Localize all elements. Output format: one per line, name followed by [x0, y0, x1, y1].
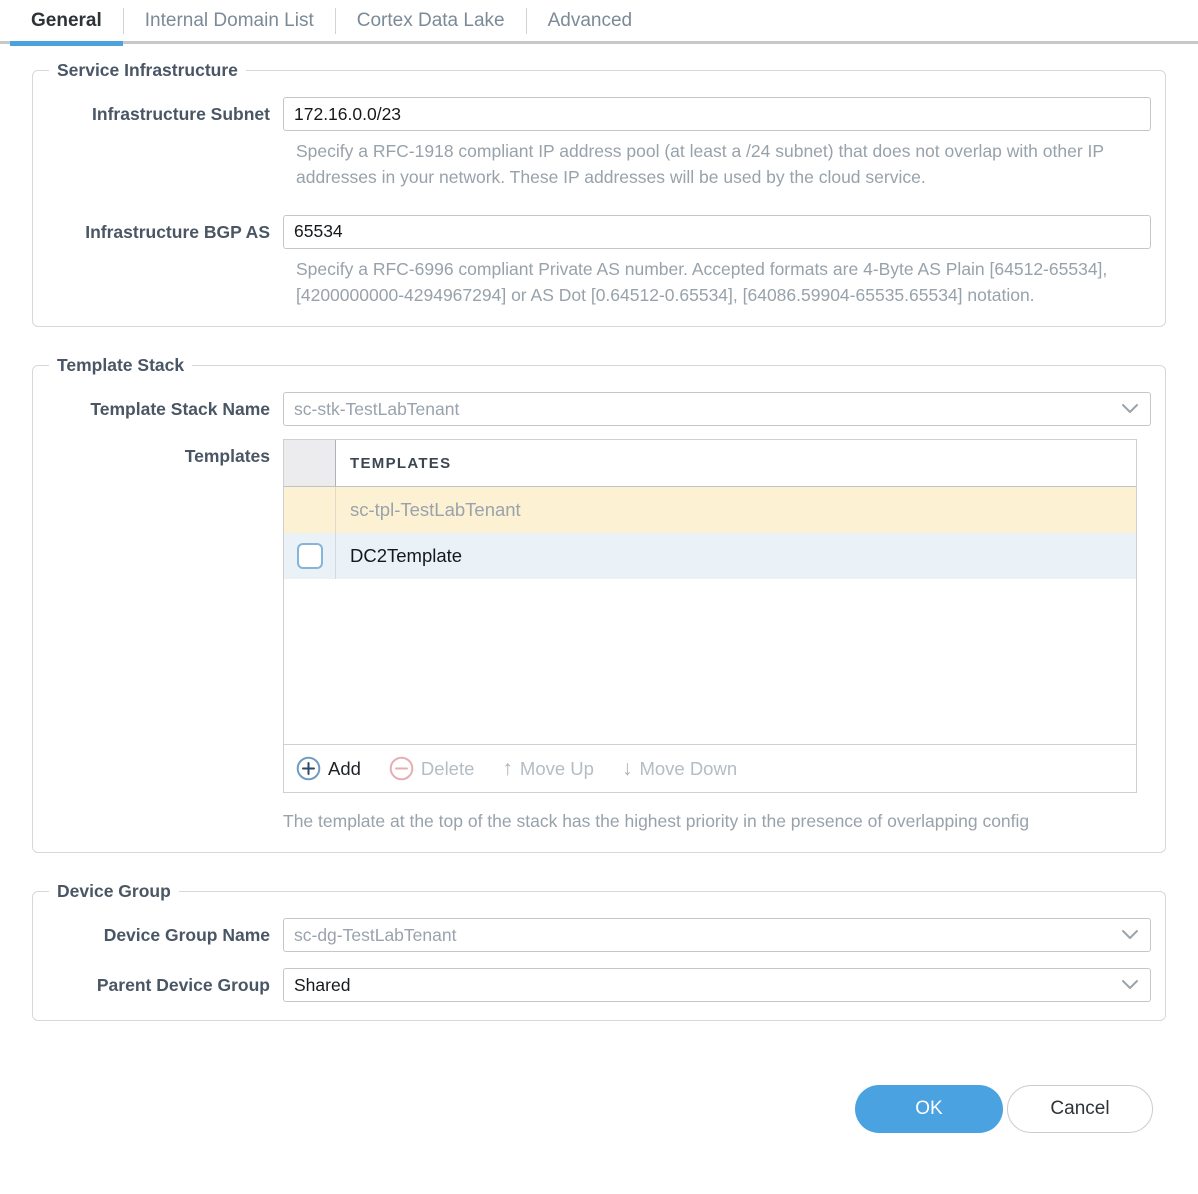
arrow-up-icon: ↑: [502, 757, 513, 780]
delete-button-label: Delete: [420, 757, 475, 779]
template-stack-name-select[interactable]: [283, 392, 1151, 426]
template-name-cell: sc-tpl-TestLabTenant: [350, 499, 521, 520]
move-down-button-label: Move Down: [639, 757, 738, 779]
templates-table: [283, 439, 1137, 793]
parent-device-group-label: Parent Device Group: [96, 975, 270, 996]
plus-circle-icon: [296, 756, 321, 781]
checkbox-column-header: [284, 440, 336, 486]
chevron-down-icon: [1121, 403, 1139, 415]
infrastructure-subnet-help: Specify a RFC-1918 compliant IP address pool (at least a /24 subnet) that does not overlap with other IP addresses in your network. These IP addresses will be used by the cloud service.: [296, 141, 1104, 188]
infrastructure-bgp-as-input[interactable]: [283, 215, 1151, 249]
add-button-label: Add: [328, 757, 361, 779]
move-down-button[interactable]: [622, 758, 737, 780]
tab-general[interactable]: General: [10, 0, 123, 43]
templates-table-header: [284, 440, 1136, 487]
row-checkbox[interactable]: [297, 543, 323, 569]
template-stack-name-label: Template Stack Name: [90, 399, 270, 419]
table-row[interactable]: [284, 533, 1136, 579]
infrastructure-subnet-label: Infrastructure Subnet: [92, 104, 270, 124]
template-name-cell: DC2Template: [350, 545, 463, 566]
minus-circle-icon: [389, 756, 414, 781]
tab-bar: [0, 0, 1198, 44]
device-group-name-label: Device Group Name: [103, 925, 270, 946]
templates-column-header: TEMPLATES: [350, 454, 452, 472]
device-group-legend: Device Group: [57, 881, 171, 902]
template-stack-name-value: sc-stk-TestLabTenant: [294, 398, 460, 419]
template-stack-help: The template at the top of the stack has the highest priority in the presence of overlapping config: [283, 811, 1030, 831]
ok-button[interactable]: OK: [855, 1085, 1003, 1133]
chevron-down-icon: [1121, 979, 1139, 991]
parent-device-group-select[interactable]: [283, 968, 1151, 1002]
row-checkbox-cell: [284, 487, 336, 533]
move-up-button-label: Move Up: [519, 757, 594, 779]
chevron-down-icon: [1121, 929, 1139, 941]
device-group-name-select[interactable]: [283, 918, 1151, 952]
template-stack-section: [32, 355, 1166, 853]
move-up-button[interactable]: [502, 758, 594, 780]
row-checkbox-cell: [284, 533, 336, 579]
templates-label: Templates: [184, 446, 270, 466]
add-button[interactable]: [296, 756, 361, 781]
device-group-name-value: sc-dg-TestLabTenant: [294, 924, 457, 945]
template-stack-legend: Template Stack: [57, 355, 185, 375]
templates-table-empty-area: [284, 579, 1136, 744]
service-infrastructure-legend: Service Infrastructure: [57, 60, 238, 80]
infrastructure-bgp-as-label: Infrastructure BGP AS: [85, 221, 270, 242]
templates-table-toolbar: [284, 744, 1136, 792]
infrastructure-subnet-input[interactable]: [283, 97, 1151, 131]
service-infrastructure-section: [32, 60, 1166, 327]
delete-button[interactable]: [389, 756, 474, 781]
cancel-button[interactable]: Cancel: [1007, 1085, 1153, 1133]
tab-cortex-data-lake[interactable]: Cortex Data Lake: [356, 9, 505, 31]
dialog-footer: [0, 1085, 1153, 1133]
table-row[interactable]: [284, 487, 1136, 533]
parent-device-group-value: Shared: [294, 974, 351, 995]
infrastructure-bgp-as-help: Specify a RFC-6996 compliant Private AS number. Accepted formats are 4-Byte AS Plain [64512-65534],[4200000000-4294967294] or AS Dot [0.64512-0.65534], [64086.59904-65535.65534] notation.: [296, 258, 1108, 305]
device-group-section: [32, 881, 1166, 1021]
arrow-down-icon: ↓: [621, 757, 633, 780]
tab-internal-domain-list[interactable]: Internal Domain List: [144, 9, 314, 31]
tab-advanced[interactable]: Advanced: [547, 9, 633, 31]
